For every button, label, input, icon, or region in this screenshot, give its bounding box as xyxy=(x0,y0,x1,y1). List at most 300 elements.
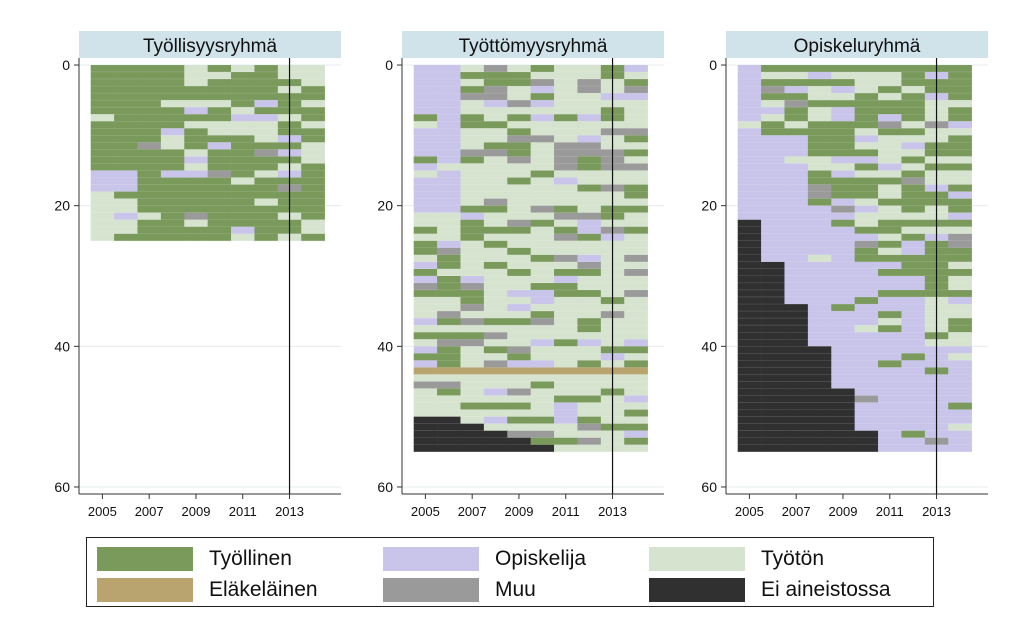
sequence-cell xyxy=(507,220,531,227)
sequence-cell xyxy=(437,213,461,220)
sequence-cell xyxy=(878,346,902,353)
sequence-cell xyxy=(184,107,208,114)
sequence-cell xyxy=(878,311,902,318)
sequence-cell xyxy=(948,156,972,163)
sequence-cell xyxy=(507,318,531,325)
sequence-cell xyxy=(484,206,508,213)
sequence-cell xyxy=(761,396,785,403)
sequence-cell xyxy=(901,389,925,396)
sequence-cell xyxy=(414,311,438,318)
legend-swatch xyxy=(649,578,745,602)
sequence-cell xyxy=(414,332,438,339)
sequence-cell xyxy=(414,255,438,262)
x-tick-label: 2007 xyxy=(781,504,811,519)
sequence-cell xyxy=(254,93,278,100)
sequence-cell xyxy=(624,403,648,410)
sequence-cell xyxy=(878,374,902,381)
sequence-cell xyxy=(414,149,438,156)
sequence-cell xyxy=(531,262,555,269)
sequence-cell xyxy=(784,304,808,311)
sequence-cell xyxy=(531,114,555,121)
sequence-cell xyxy=(784,241,808,248)
sequence-cell xyxy=(855,318,879,325)
sequence-cell xyxy=(414,304,438,311)
sequence-cell xyxy=(948,290,972,297)
sequence-cell xyxy=(208,178,232,185)
sequence-cell xyxy=(901,171,925,178)
sequence-cell xyxy=(855,171,879,178)
sequence-cell xyxy=(231,65,255,72)
sequence-cell xyxy=(738,248,762,255)
sequence-cell xyxy=(208,72,232,79)
sequence-cell xyxy=(808,199,832,206)
sequence-cell xyxy=(507,121,531,128)
sequence-cell xyxy=(114,149,138,156)
sequence-cell xyxy=(948,171,972,178)
sequence-cell xyxy=(484,79,508,86)
sequence-cell xyxy=(577,206,601,213)
sequence-cell xyxy=(184,185,208,192)
sequence-cell xyxy=(855,114,879,121)
sequence-cell xyxy=(531,93,555,100)
sequence-cell xyxy=(507,241,531,248)
y-tick-label: 20 xyxy=(701,197,717,214)
sequence-cell xyxy=(831,431,855,438)
sequence-cell xyxy=(784,100,808,107)
sequence-cell xyxy=(554,163,578,170)
sequence-cell xyxy=(507,417,531,424)
sequence-cell xyxy=(738,403,762,410)
sequence-cell xyxy=(484,353,508,360)
sequence-cell xyxy=(808,171,832,178)
sequence-cell xyxy=(831,248,855,255)
sequence-cell xyxy=(901,403,925,410)
sequence-cell xyxy=(301,93,325,100)
sequence-cell xyxy=(624,100,648,107)
sequence-cell xyxy=(460,304,484,311)
sequence-cell xyxy=(460,178,484,185)
sequence-cell xyxy=(91,234,115,241)
sequence-cell xyxy=(901,269,925,276)
sequence-cell xyxy=(137,206,161,213)
sequence-cell xyxy=(484,360,508,367)
sequence-cell xyxy=(114,192,138,199)
sequence-cell xyxy=(831,192,855,199)
sequence-cell xyxy=(507,86,531,93)
sequence-cell xyxy=(161,114,185,121)
sequence-cell xyxy=(414,396,438,403)
sequence-cell xyxy=(738,410,762,417)
sequence-cell xyxy=(231,93,255,100)
sequence-cell xyxy=(531,360,555,367)
sequence-cell xyxy=(831,360,855,367)
sequence-cell xyxy=(414,142,438,149)
sequence-cell xyxy=(855,213,879,220)
sequence-cell xyxy=(577,318,601,325)
sequence-cell xyxy=(855,431,879,438)
sequence-cell xyxy=(114,65,138,72)
sequence-cell xyxy=(831,114,855,121)
sequence-cell xyxy=(437,142,461,149)
sequence-cell xyxy=(137,93,161,100)
sequence-cell xyxy=(554,410,578,417)
sequence-cell xyxy=(484,185,508,192)
sequence-cell xyxy=(531,396,555,403)
sequence-cell xyxy=(624,142,648,149)
sequence-cell xyxy=(437,396,461,403)
sequence-cell xyxy=(208,114,232,121)
sequence-cell xyxy=(91,149,115,156)
sequence-cell xyxy=(414,417,438,424)
y-tick-label: 60 xyxy=(54,478,70,495)
sequence-cell xyxy=(414,325,438,332)
sequence-cell xyxy=(484,192,508,199)
sequence-cell xyxy=(507,100,531,107)
sequence-cell xyxy=(577,121,601,128)
sequence-cell xyxy=(301,79,325,86)
sequence-cell xyxy=(437,417,461,424)
sequence-cell xyxy=(437,332,461,339)
sequence-cell xyxy=(855,199,879,206)
sequence-cell xyxy=(901,135,925,142)
sequence-cell xyxy=(484,424,508,431)
sequence-cell xyxy=(624,65,648,72)
sequence-cell xyxy=(460,417,484,424)
sequence-cell xyxy=(738,424,762,431)
sequence-cell xyxy=(855,403,879,410)
sequence-cell xyxy=(784,128,808,135)
sequence-cell xyxy=(784,262,808,269)
sequence-cell xyxy=(577,142,601,149)
sequence-cell xyxy=(254,185,278,192)
sequence-cell xyxy=(114,135,138,142)
sequence-cell xyxy=(414,381,438,388)
sequence-cell xyxy=(808,178,832,185)
sequence-cell xyxy=(554,135,578,142)
sequence-cell xyxy=(855,339,879,346)
sequence-cell xyxy=(554,424,578,431)
x-tick-label: 2005 xyxy=(87,504,117,519)
sequence-cell xyxy=(624,325,648,332)
sequence-cell xyxy=(624,163,648,170)
sequence-cell xyxy=(855,149,879,156)
sequence-cell xyxy=(91,185,115,192)
sequence-cell xyxy=(855,332,879,339)
sequence-cell xyxy=(624,396,648,403)
sequence-cell xyxy=(554,121,578,128)
sequence-cell xyxy=(948,396,972,403)
sequence-cell xyxy=(948,304,972,311)
sequence-cell xyxy=(437,199,461,206)
sequence-cell xyxy=(738,290,762,297)
sequence-cell xyxy=(808,65,832,72)
sequence-cell xyxy=(554,276,578,283)
sequence-cell xyxy=(738,178,762,185)
sequence-cell xyxy=(231,185,255,192)
sequence-cell xyxy=(901,318,925,325)
sequence-cell xyxy=(91,199,115,206)
sequence-cell xyxy=(855,346,879,353)
sequence-cell xyxy=(91,213,115,220)
sequence-cell xyxy=(414,128,438,135)
sequence-cell xyxy=(808,100,832,107)
sequence-cell xyxy=(948,234,972,241)
sequence-cell xyxy=(184,178,208,185)
sequence-cell xyxy=(761,156,785,163)
sequence-cell xyxy=(831,374,855,381)
sequence-cell xyxy=(437,171,461,178)
sequence-cell xyxy=(738,65,762,72)
sequence-cell xyxy=(901,445,925,452)
sequence-cell xyxy=(231,178,255,185)
sequence-cell xyxy=(91,65,115,72)
sequence-cell xyxy=(437,248,461,255)
sequence-cell xyxy=(624,283,648,290)
y-tick-label: 40 xyxy=(701,338,717,355)
sequence-cell xyxy=(855,185,879,192)
sequence-cell xyxy=(784,346,808,353)
sequence-cell xyxy=(878,86,902,93)
sequence-cell xyxy=(460,360,484,367)
sequence-cell xyxy=(554,171,578,178)
sequence-cell xyxy=(137,163,161,170)
sequence-cell xyxy=(577,353,601,360)
sequence-cell xyxy=(624,206,648,213)
sequence-cell xyxy=(91,72,115,79)
sequence-cell xyxy=(507,304,531,311)
sequence-cell xyxy=(137,79,161,86)
sequence-cell xyxy=(208,79,232,86)
sequence-cell xyxy=(948,199,972,206)
legend-label: Työtön xyxy=(761,547,825,570)
sequence-cell xyxy=(531,192,555,199)
sequence-cell xyxy=(855,360,879,367)
sequence-cell xyxy=(254,220,278,227)
sequence-cell xyxy=(208,121,232,128)
sequence-cell xyxy=(414,178,438,185)
sequence-cell xyxy=(531,367,555,374)
sequence-cell xyxy=(738,93,762,100)
sequence-cell xyxy=(531,283,555,290)
x-tick-label: 2013 xyxy=(275,504,304,519)
sequence-cell xyxy=(878,381,902,388)
sequence-cell xyxy=(738,367,762,374)
sequence-cell xyxy=(761,178,785,185)
sequence-cell xyxy=(554,185,578,192)
sequence-cell xyxy=(437,374,461,381)
sequence-cell xyxy=(624,128,648,135)
sequence-cell xyxy=(784,163,808,170)
sequence-cell xyxy=(91,227,115,234)
sequence-cell xyxy=(91,128,115,135)
sequence-cell xyxy=(554,128,578,135)
sequence-cell xyxy=(184,72,208,79)
sequence-cell xyxy=(855,424,879,431)
sequence-cell xyxy=(831,283,855,290)
sequence-cell xyxy=(254,86,278,93)
sequence-cell xyxy=(831,339,855,346)
sequence-cell xyxy=(414,248,438,255)
sequence-cell xyxy=(808,360,832,367)
sequence-cell xyxy=(531,431,555,438)
sequence-cell xyxy=(901,149,925,156)
sequence-cell xyxy=(577,185,601,192)
sequence-cell xyxy=(761,255,785,262)
sequence-cell xyxy=(624,72,648,79)
sequence-cell xyxy=(254,100,278,107)
sequence-cell xyxy=(948,367,972,374)
legend-swatch xyxy=(649,547,745,571)
sequence-cell xyxy=(761,220,785,227)
sequence-cell xyxy=(554,114,578,121)
sequence-cell xyxy=(507,346,531,353)
sequence-cell xyxy=(91,86,115,93)
sequence-cell xyxy=(554,346,578,353)
sequence-cell xyxy=(484,431,508,438)
sequence-cell xyxy=(507,171,531,178)
sequence-cell xyxy=(91,220,115,227)
legend-label: Eläkeläinen xyxy=(209,578,318,601)
sequence-cell xyxy=(531,86,555,93)
sequence-cell xyxy=(808,389,832,396)
sequence-cell xyxy=(531,185,555,192)
sequence-cell xyxy=(414,389,438,396)
legend-label: Työllinen xyxy=(209,547,292,570)
sequence-cell xyxy=(161,192,185,199)
sequence-cell xyxy=(855,304,879,311)
sequence-cell xyxy=(414,156,438,163)
sequence-cell xyxy=(484,241,508,248)
sequence-cell xyxy=(554,325,578,332)
sequence-cell xyxy=(531,107,555,114)
sequence-cell xyxy=(808,346,832,353)
sequence-cell xyxy=(208,163,232,170)
sequence-cell xyxy=(208,142,232,149)
sequence-cell xyxy=(231,114,255,121)
sequence-cell xyxy=(901,241,925,248)
sequence-cell xyxy=(554,227,578,234)
sequence-cell xyxy=(784,410,808,417)
sequence-cell xyxy=(114,72,138,79)
sequence-cell xyxy=(437,389,461,396)
sequence-cell xyxy=(531,374,555,381)
sequence-cell xyxy=(531,206,555,213)
sequence-cell xyxy=(484,178,508,185)
sequence-cell xyxy=(507,424,531,431)
sequence-cell xyxy=(761,381,785,388)
sequence-cell xyxy=(507,248,531,255)
sequence-cell xyxy=(784,374,808,381)
sequence-cell xyxy=(114,128,138,135)
sequence-cell xyxy=(948,360,972,367)
sequence-cell xyxy=(831,121,855,128)
sequence-cell xyxy=(831,220,855,227)
sequence-cell xyxy=(761,107,785,114)
sequence-cell xyxy=(414,262,438,269)
sequence-cell xyxy=(301,213,325,220)
sequence-cell xyxy=(231,213,255,220)
sequence-cell xyxy=(878,149,902,156)
sequence-cell xyxy=(531,171,555,178)
sequence-cell xyxy=(554,438,578,445)
sequence-cell xyxy=(878,107,902,114)
sequence-cell xyxy=(437,79,461,86)
sequence-cell xyxy=(784,283,808,290)
sequence-cell xyxy=(91,107,115,114)
sequence-cell xyxy=(507,156,531,163)
sequence-cell xyxy=(301,227,325,234)
sequence-cell xyxy=(91,156,115,163)
sequence-cell xyxy=(460,220,484,227)
sequence-cell xyxy=(577,213,601,220)
sequence-cell xyxy=(577,262,601,269)
sequence-cell xyxy=(624,417,648,424)
sequence-cell xyxy=(855,121,879,128)
sequence-cell xyxy=(137,135,161,142)
sequence-cell xyxy=(507,163,531,170)
sequence-cell xyxy=(831,107,855,114)
sequence-cell xyxy=(507,178,531,185)
sequence-cell xyxy=(460,185,484,192)
sequence-cell xyxy=(878,227,902,234)
sequence-cell xyxy=(831,325,855,332)
sequence-cell xyxy=(437,241,461,248)
sequence-cell xyxy=(948,65,972,72)
sequence-cell xyxy=(531,290,555,297)
sequence-cell xyxy=(784,234,808,241)
sequence-cell xyxy=(901,325,925,332)
sequence-cell xyxy=(507,381,531,388)
sequence-cell xyxy=(437,262,461,269)
sequence-cell xyxy=(484,248,508,255)
sequence-cell xyxy=(460,381,484,388)
sequence-cell xyxy=(761,346,785,353)
sequence-cell xyxy=(484,100,508,107)
sequence-cell xyxy=(808,149,832,156)
sequence-cell xyxy=(231,142,255,149)
sequence-cell xyxy=(761,199,785,206)
sequence-cell xyxy=(437,381,461,388)
sequence-cell xyxy=(577,192,601,199)
sequence-cell xyxy=(507,128,531,135)
sequence-cell xyxy=(554,417,578,424)
sequence-cell xyxy=(577,431,601,438)
sequence-cell xyxy=(554,213,578,220)
sequence-cell xyxy=(808,438,832,445)
sequence-cell xyxy=(507,269,531,276)
sequence-cell xyxy=(554,290,578,297)
sequence-cell xyxy=(901,192,925,199)
legend-swatch xyxy=(383,547,479,571)
sequence-cell xyxy=(784,269,808,276)
sequence-cell xyxy=(738,213,762,220)
sequence-cell xyxy=(484,86,508,93)
sequence-cell xyxy=(948,297,972,304)
sequence-cell xyxy=(831,346,855,353)
sequence-cell xyxy=(901,213,925,220)
sequence-cell xyxy=(948,381,972,388)
sequence-cell xyxy=(831,424,855,431)
sequence-cell xyxy=(208,206,232,213)
sequence-cell xyxy=(878,396,902,403)
sequence-cell xyxy=(761,374,785,381)
sequence-cell xyxy=(738,276,762,283)
sequence-cell xyxy=(484,171,508,178)
sequence-cell xyxy=(738,227,762,234)
sequence-cell xyxy=(855,72,879,79)
sequence-cell xyxy=(554,374,578,381)
sequence-cell xyxy=(460,213,484,220)
